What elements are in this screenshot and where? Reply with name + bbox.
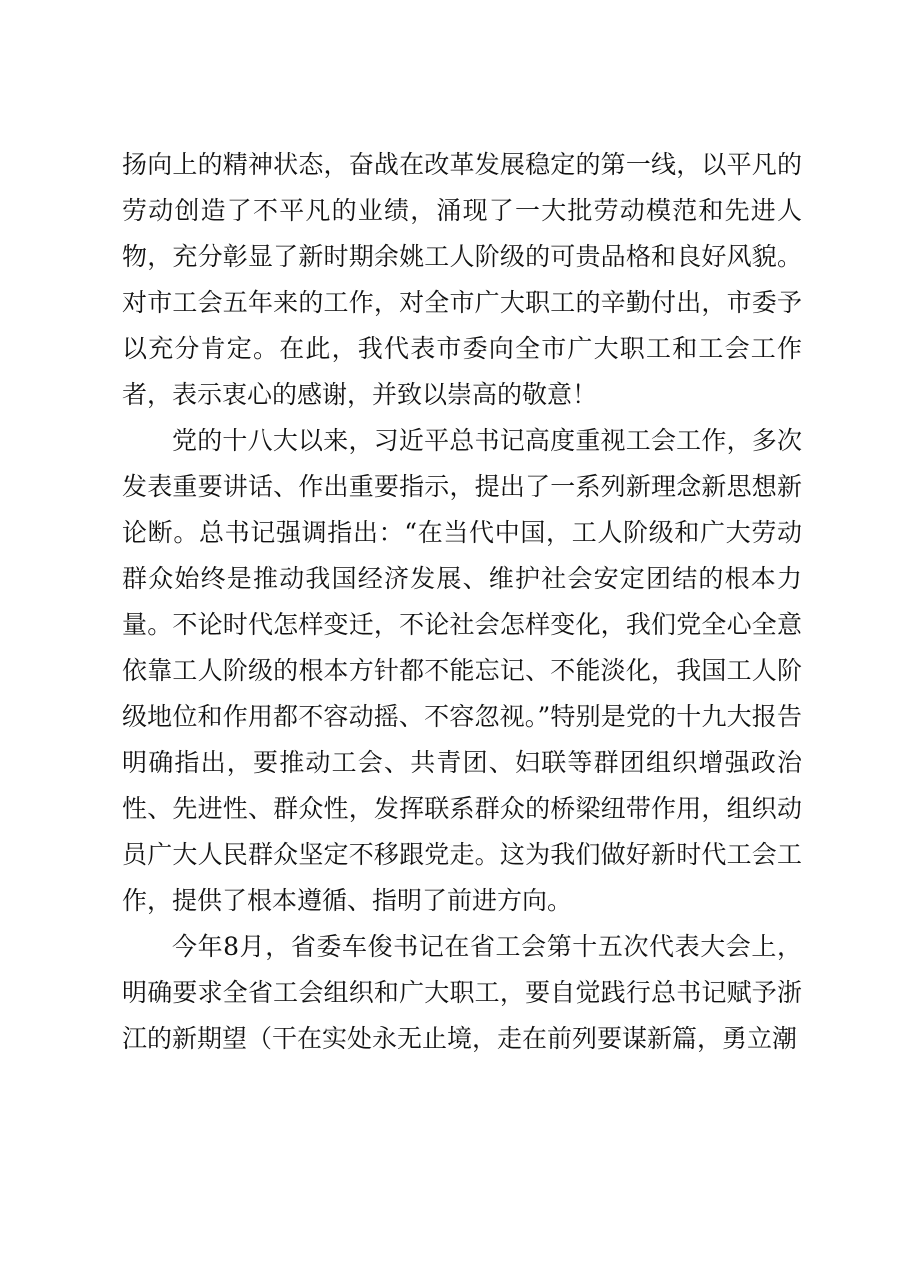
paragraph-3: 今年8月，省委车俊书记在省工会第十五次代表大会上，明确要求全省工会组织和广大职工，要自觉践行总书记赋予浙江的新期望（干在实处永无止境，走在前列要谋新篇，勇立潮 [122, 932, 802, 1053]
document-body [122, 142, 802, 1062]
paragraph-2: 党的十八大以来，习近平总书记高度重视工会工作，多次发表重要讲话、作出重要指示，提出了一系列新理念新思想新论断。总书记强调指出：“在当代中国，工人阶级和广大劳动群众始终是推动我国经济发展、维护社会安定团结的根本力量。不论时代怎样变迁，不论社会怎样变化，我们党全心全意依靠工人阶级的根本方针都不能忘记、不能淡化，我国工人阶级地位和作用都不容动摇、不容忽视。”特别是党的十九大报告明确指出，要推动工会、共青团、妇联等群团组织增强政治性、先进性、群众性，发挥联系群众的桥梁纽带作用，组织动员广大人民群众坚定不移跟党走。这为我们做好新时代工会工作，提供了根本遵循、指明了前进方向。 [122, 426, 802, 915]
paragraph-1: 扬向上的精神状态，奋战在改革发展稳定的第一线，以平凡的劳动创造了不平凡的业绩，涌现了一大批劳动模范和先进人物，充分彰显了新时期余姚工人阶级的可贵品格和良好风貌。对市工会五年来的工作，对全市广大职工的辛勤付出，市委予以充分肯定。在此，我代表市委向全市广大职工和工会工作者，表示衷心的感谢，并致以崇高的敬意！ [122, 150, 802, 409]
